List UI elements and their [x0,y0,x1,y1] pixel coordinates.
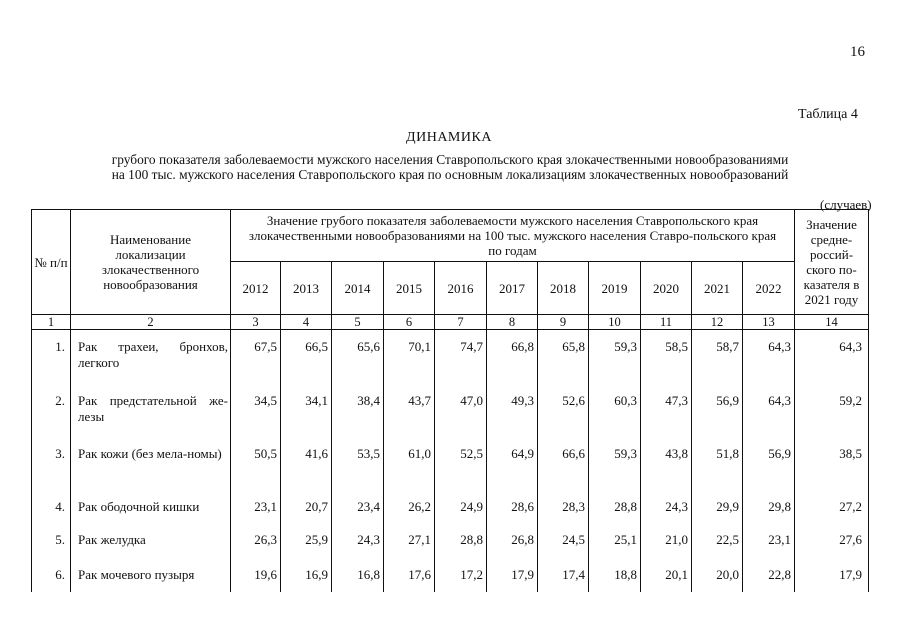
russia-average-cell: 64,3 [795,330,869,384]
header-year-2014: 2014 [332,262,384,315]
value-cell: 26,2 [384,490,435,523]
subtitle-line-2: на 100 тыс. мужского населения Ставропольского края по основным локализациям злокачественных новообразований [111,167,789,182]
value-cell: 52,5 [435,437,487,490]
value-cell: 41,6 [281,437,332,490]
value-cell: 59,3 [589,330,641,384]
value-cell: 61,0 [384,437,435,490]
value-cell: 22,5 [692,523,743,558]
value-cell: 27,1 [384,523,435,558]
header-number [32,210,71,315]
page-number: 16 [850,44,865,60]
value-cell: 24,5 [538,523,589,558]
value-cell: 58,5 [641,330,692,384]
value-cell: 20,0 [692,558,743,592]
value-cell: 18,8 [589,558,641,592]
value-cell: 64,9 [487,437,538,490]
header-years-group-text: Значение грубого показателя заболеваемости мужского населения Ставропольского края злокачественными новообразованиями на 100 тыс. мужского населения Ставро-польского края по годам [248,213,777,258]
value-cell: 74,7 [435,330,487,384]
value-cell: 17,9 [487,558,538,592]
russia-average-cell: 59,2 [795,384,869,437]
table-row [32,490,869,523]
document-subtitle [60,152,840,182]
value-cell: 59,3 [589,437,641,490]
table-row [32,523,869,558]
value-cell: 16,8 [332,558,384,592]
localization-name: Рак предстательной же-лезы [71,384,231,437]
value-cell: 24,9 [435,490,487,523]
column-number: 10 [589,315,641,330]
header-russia-average [795,210,869,315]
value-cell: 23,4 [332,490,384,523]
column-number: 9 [538,315,589,330]
value-cell: 66,5 [281,330,332,384]
value-cell: 56,9 [743,437,795,490]
localization-name: Рак трахеи, бронхов, легкого [71,330,231,384]
value-cell: 64,3 [743,330,795,384]
value-cell: 17,2 [435,558,487,592]
header-year-2018: 2018 [538,262,589,315]
header-year-2012: 2012 [231,262,281,315]
value-cell: 65,6 [332,330,384,384]
header-year-2019: 2019 [589,262,641,315]
value-cell: 52,6 [538,384,589,437]
value-cell: 24,3 [641,490,692,523]
header-year-2022: 2022 [743,262,795,315]
table-row [32,437,869,490]
header-year-2021: 2021 [692,262,743,315]
value-cell: 20,1 [641,558,692,592]
table-label: Таблица 4 [798,107,858,122]
column-number: 7 [435,315,487,330]
value-cell: 43,7 [384,384,435,437]
value-cell: 51,8 [692,437,743,490]
value-cell: 64,3 [743,384,795,437]
value-cell: 23,1 [231,490,281,523]
value-cell: 28,8 [589,490,641,523]
row-number: 3. [32,437,71,490]
header-year-2017: 2017 [487,262,538,315]
value-cell: 21,0 [641,523,692,558]
localization-name: Рак кожи (без мела-номы) [71,437,231,490]
localization-name: Рак ободочной кишки [71,490,231,523]
value-cell: 25,1 [589,523,641,558]
header-russia-average-text: Значение средне-россий-ского по-казателя в 2021 году [803,217,860,307]
value-cell: 66,8 [487,330,538,384]
column-number: 2 [71,315,231,330]
value-cell: 66,6 [538,437,589,490]
value-cell: 38,4 [332,384,384,437]
table-row [32,384,869,437]
value-cell: 19,6 [231,558,281,592]
value-cell: 28,3 [538,490,589,523]
value-cell: 26,8 [487,523,538,558]
row-number: 1. [32,330,71,384]
value-cell: 34,1 [281,384,332,437]
header-year-2015: 2015 [384,262,435,315]
column-number: 13 [743,315,795,330]
value-cell: 20,7 [281,490,332,523]
row-number: 6. [32,558,71,592]
localization-name: Рак мочевого пузыря [71,558,231,592]
header-localization [71,210,231,315]
header-number-text: № п/п [34,254,68,270]
header-localization-text: Наименование локализации злокачественного новообразования [101,232,200,292]
column-number: 12 [692,315,743,330]
russia-average-cell: 27,2 [795,490,869,523]
column-number: 8 [487,315,538,330]
header-year-2016: 2016 [435,262,487,315]
value-cell: 56,9 [692,384,743,437]
column-number: 5 [332,315,384,330]
row-number: 5. [32,523,71,558]
value-cell: 28,6 [487,490,538,523]
value-cell: 43,8 [641,437,692,490]
row-number: 2. [32,384,71,437]
column-number: 4 [281,315,332,330]
value-cell: 60,3 [589,384,641,437]
value-cell: 25,9 [281,523,332,558]
column-number: 6 [384,315,435,330]
value-cell: 49,3 [487,384,538,437]
russia-average-cell: 27,6 [795,523,869,558]
value-cell: 22,8 [743,558,795,592]
value-cell: 58,7 [692,330,743,384]
value-cell: 17,6 [384,558,435,592]
value-cell: 65,8 [538,330,589,384]
incidence-table [31,209,869,592]
row-number: 4. [32,490,71,523]
value-cell: 24,3 [332,523,384,558]
header-year-2020: 2020 [641,262,692,315]
value-cell: 17,4 [538,558,589,592]
value-cell: 16,9 [281,558,332,592]
russia-average-cell: 17,9 [795,558,869,592]
value-cell: 50,5 [231,437,281,490]
value-cell: 26,3 [231,523,281,558]
header-years-group [231,210,795,262]
value-cell: 70,1 [384,330,435,384]
russia-average-cell: 38,5 [795,437,869,490]
value-cell: 47,0 [435,384,487,437]
value-cell: 28,8 [435,523,487,558]
value-cell: 34,5 [231,384,281,437]
column-number: 3 [231,315,281,330]
value-cell: 47,3 [641,384,692,437]
subtitle-line-1: грубого показателя заболеваемости мужского населения Ставропольского края злокачественными новообразованиями [111,152,789,167]
localization-name: Рак желудка [71,523,231,558]
value-cell: 29,9 [692,490,743,523]
table-row [32,558,869,592]
value-cell: 53,5 [332,437,384,490]
table-row [32,330,869,384]
document-title: ДИНАМИКА [406,130,492,145]
value-cell: 23,1 [743,523,795,558]
value-cell: 29,8 [743,490,795,523]
unit-note: (случаев) [820,197,872,212]
header-year-2013: 2013 [281,262,332,315]
column-number: 14 [795,315,869,330]
value-cell: 67,5 [231,330,281,384]
column-number: 11 [641,315,692,330]
column-number: 1 [32,315,71,330]
